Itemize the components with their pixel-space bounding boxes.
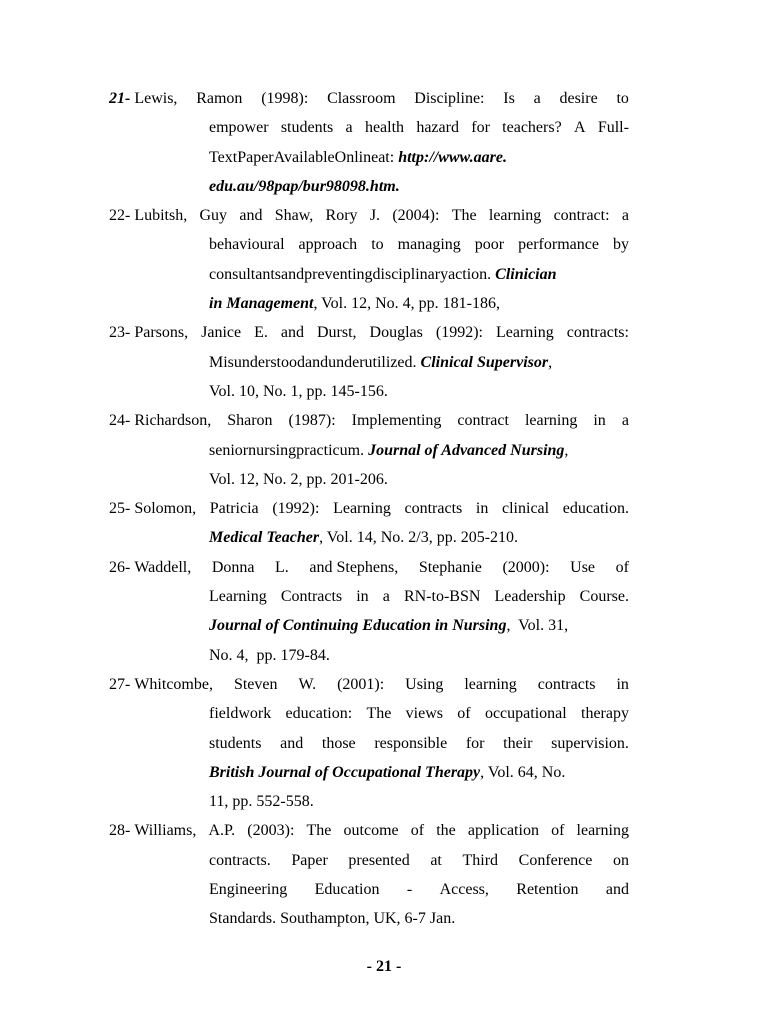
word: A <box>573 119 586 137</box>
word: at <box>430 851 442 869</box>
word: managing <box>397 236 461 254</box>
word: their <box>503 734 533 752</box>
word: desire <box>559 90 598 107</box>
reference-22-line-4 <box>209 289 629 318</box>
reference-details: , Vol. 31, <box>506 617 569 635</box>
reference-27-line-2 <box>209 699 629 728</box>
word: to <box>371 236 384 254</box>
word: Richardson, <box>134 412 212 430</box>
reference-21-line-3 <box>209 143 629 172</box>
word: Paper <box>291 851 328 869</box>
word: underutilized. <box>328 353 417 371</box>
reference-27-line-3 <box>209 729 629 758</box>
reference-28-line-4: Standards. Southampton, UK, 6-7 Jan. <box>209 910 456 928</box>
word: and <box>281 265 305 283</box>
word: Contracts <box>280 588 343 606</box>
word: of <box>615 558 629 576</box>
word: practicum. <box>296 441 365 459</box>
word: Parsons, <box>134 324 189 342</box>
word: learning <box>576 822 629 840</box>
word: Solomon, <box>134 500 197 518</box>
word: contract <box>457 412 509 430</box>
reference-number: 21- <box>109 90 131 107</box>
word: and <box>605 881 629 899</box>
word: Text <box>209 148 238 166</box>
word: J. <box>369 207 381 225</box>
reference-26-line-2 <box>209 582 629 611</box>
word: teachers? <box>502 119 562 137</box>
word: students <box>280 119 334 137</box>
word: Third <box>462 851 499 869</box>
word: a <box>621 207 629 225</box>
word: empower <box>209 119 269 137</box>
word: (1992): <box>435 324 483 342</box>
word: Learning <box>333 500 391 518</box>
journal-title: in Management <box>209 295 314 313</box>
word: responsible <box>374 734 448 752</box>
word: a <box>533 90 541 107</box>
word: action. <box>448 265 492 283</box>
reference-26-line-3 <box>209 611 629 640</box>
reference-27-line-1 <box>109 670 629 699</box>
word: learning <box>464 675 517 693</box>
reference-number: 26- <box>109 558 131 576</box>
reference-22-line-2 <box>209 230 629 259</box>
word: and <box>239 207 263 225</box>
word: performance <box>518 236 599 254</box>
word: Patricia <box>209 500 259 518</box>
reference-21 <box>109 84 629 201</box>
word: (2001): <box>337 675 385 693</box>
reference-url[interactable]: http://www.aare. <box>398 148 507 166</box>
word: and <box>280 324 304 342</box>
word: Ramon <box>196 90 243 107</box>
word: contracts <box>404 500 463 518</box>
journal-title: British Journal of Occupational Therapy <box>209 763 481 781</box>
word: Engineering <box>209 881 288 899</box>
word: application <box>467 822 539 840</box>
reference-25-line-1 <box>109 494 629 523</box>
word: The <box>366 705 392 723</box>
word: Misunderstood <box>209 353 305 371</box>
reference-28 <box>109 816 629 933</box>
word: the <box>436 822 456 840</box>
word: of <box>551 822 565 840</box>
word: Learning <box>495 324 554 342</box>
word: therapy <box>581 705 629 723</box>
word: preventing <box>304 265 373 283</box>
word: Leadership <box>494 588 566 606</box>
word: occupational <box>484 705 567 723</box>
reference-26-line-1 <box>109 553 629 582</box>
word: Education <box>314 881 380 899</box>
reference-24 <box>109 406 629 494</box>
word: and Stephens, <box>309 558 399 576</box>
word: approach <box>298 236 358 254</box>
word: in <box>475 500 489 518</box>
reference-details: , Vol. 64, No. <box>480 763 566 781</box>
reference-24-line-3: Vol. 12, No. 2, pp. 201-206. <box>209 470 388 488</box>
word: The <box>306 822 332 840</box>
word: contract: <box>553 207 610 225</box>
reference-23 <box>109 318 629 406</box>
word: Is <box>503 90 515 107</box>
reference-22-line-1 <box>109 201 629 230</box>
word: (2004): <box>392 207 440 225</box>
word: Retention <box>516 881 579 899</box>
reference-21-line-2 <box>209 113 629 142</box>
word: Stephanie <box>418 558 482 576</box>
reference-28-line-2 <box>209 846 629 875</box>
word: behavioural <box>209 236 285 254</box>
reference-22-line-3 <box>209 260 629 289</box>
word: and <box>280 734 304 752</box>
word: to <box>616 90 629 107</box>
word: for <box>471 119 490 137</box>
journal-title: Medical Teacher <box>209 529 320 547</box>
word: contracts. <box>209 851 271 869</box>
reference-27-line-4 <box>209 758 629 787</box>
word: Learning <box>209 588 267 606</box>
reference-28-line-3 <box>209 875 629 904</box>
word: Classroom <box>327 90 396 107</box>
reference-27 <box>109 670 629 816</box>
word: at: <box>378 148 395 166</box>
word: contracts: <box>566 324 629 342</box>
word: Paper <box>237 148 274 166</box>
word: Steven <box>233 675 278 693</box>
reference-21-line-4 <box>209 172 629 201</box>
word: Available <box>273 148 335 166</box>
word: in <box>356 588 369 606</box>
word: Conference <box>518 851 593 869</box>
journal-title: Journal of Continuing Education in Nursing <box>209 617 507 635</box>
word: Implementing <box>351 412 442 430</box>
reference-number: 28- <box>109 822 131 840</box>
word: on <box>612 851 629 869</box>
reference-23-line-2: Misunderstoodandunderutilized. Clinical Supervisor, <box>209 353 553 371</box>
word: disciplinary <box>372 265 449 283</box>
word: education: <box>285 705 353 723</box>
word: Douglas <box>369 324 423 342</box>
word: Using <box>405 675 444 693</box>
word: Course. <box>579 588 629 606</box>
word: learning <box>488 207 542 225</box>
reference-number: 27- <box>109 675 131 693</box>
word: contracts <box>537 675 596 693</box>
word: Williams, <box>134 822 197 840</box>
word: nursing <box>248 441 297 459</box>
journal-title: Clinician <box>495 265 557 283</box>
reference-21-line-1 <box>109 84 629 113</box>
word: consultants <box>209 265 281 283</box>
word: learning <box>524 412 578 430</box>
word: poor <box>474 236 505 254</box>
word: Waddell, <box>134 558 192 576</box>
reference-24-line-1 <box>109 406 629 435</box>
word: of <box>457 705 471 723</box>
word: W. <box>298 675 317 693</box>
word: of <box>410 822 425 840</box>
word: a <box>382 588 390 606</box>
reference-url[interactable]: edu.au/98pap/bur98098.htm. <box>209 177 400 195</box>
word: RN-to-BSN <box>403 588 481 606</box>
word: (2003): <box>247 822 295 840</box>
reference-27-line-5: 11, pp. 552-558. <box>209 793 314 811</box>
reference-number: 23- <box>109 324 131 342</box>
word: Durst, <box>316 324 357 342</box>
word: students <box>209 734 262 752</box>
word: education. <box>562 500 629 518</box>
reference-25 <box>109 494 629 553</box>
word: A.P. <box>208 822 236 840</box>
word: by <box>612 236 629 254</box>
word: (1992): <box>272 500 320 518</box>
word: hazard <box>416 119 459 137</box>
word: Janice <box>201 324 242 342</box>
word: L. <box>275 558 289 576</box>
word: supervision. <box>551 734 629 752</box>
word: Rory <box>325 207 358 225</box>
word: Guy <box>199 207 228 225</box>
word: Online <box>334 148 379 166</box>
word: clinical <box>502 500 550 518</box>
reference-26 <box>109 553 629 670</box>
reference-25-line-2 <box>209 523 629 552</box>
reference-details: , Vol. 12, No. 4, pp. 181-186, <box>313 295 500 313</box>
page-number: - 21 - <box>366 958 402 975</box>
reference-28-line-1 <box>109 816 629 845</box>
word: outcome <box>343 822 399 840</box>
word: E. <box>254 324 268 342</box>
reference-number: 22- <box>109 207 131 225</box>
word: those <box>321 734 356 752</box>
word: fieldwork <box>209 705 272 723</box>
word: Lubitsh, <box>134 207 188 225</box>
word: Access, <box>439 881 489 899</box>
word: health <box>364 119 405 137</box>
word: Lewis, <box>134 90 178 107</box>
word: Sharon <box>227 412 273 430</box>
word: senior <box>209 441 249 459</box>
word: Shaw, <box>274 207 314 225</box>
word: - <box>406 881 413 899</box>
reference-22 <box>109 201 629 318</box>
word: The <box>451 207 477 225</box>
reference-26-line-4: No. 4, pp. 179-84. <box>209 646 330 664</box>
journal-title: Journal of Advanced Nursing <box>368 441 565 459</box>
word: a <box>621 412 629 430</box>
journal-title: Clinical Supervisor <box>420 353 549 371</box>
reference-23-line-1 <box>109 318 629 347</box>
word: (1987): <box>288 412 336 430</box>
reference-details: , Vol. 14, No. 2/3, pp. 205-210. <box>319 529 519 547</box>
word: Use <box>570 558 596 576</box>
reference-list <box>109 84 629 934</box>
word: (1998): <box>261 90 309 107</box>
reference-24-line-2: seniornursingpracticum. Journal of Advanced Nursing, <box>209 441 569 459</box>
word: for <box>465 734 485 752</box>
word: in <box>593 412 606 430</box>
word: views <box>405 705 443 723</box>
reference-number: 24- <box>109 412 131 430</box>
word: a <box>345 119 353 137</box>
word: Discipline: <box>414 90 485 107</box>
word: presented <box>348 851 410 869</box>
word: Donna <box>211 558 255 576</box>
word: (2000): <box>502 558 550 576</box>
word: Full- <box>597 119 629 137</box>
reference-number: 25- <box>109 500 131 518</box>
word: and <box>305 353 329 371</box>
word: in <box>616 675 629 693</box>
reference-23-line-3: Vol. 10, No. 1, pp. 145-156. <box>209 382 388 400</box>
word: Whitcombe, <box>134 675 213 693</box>
